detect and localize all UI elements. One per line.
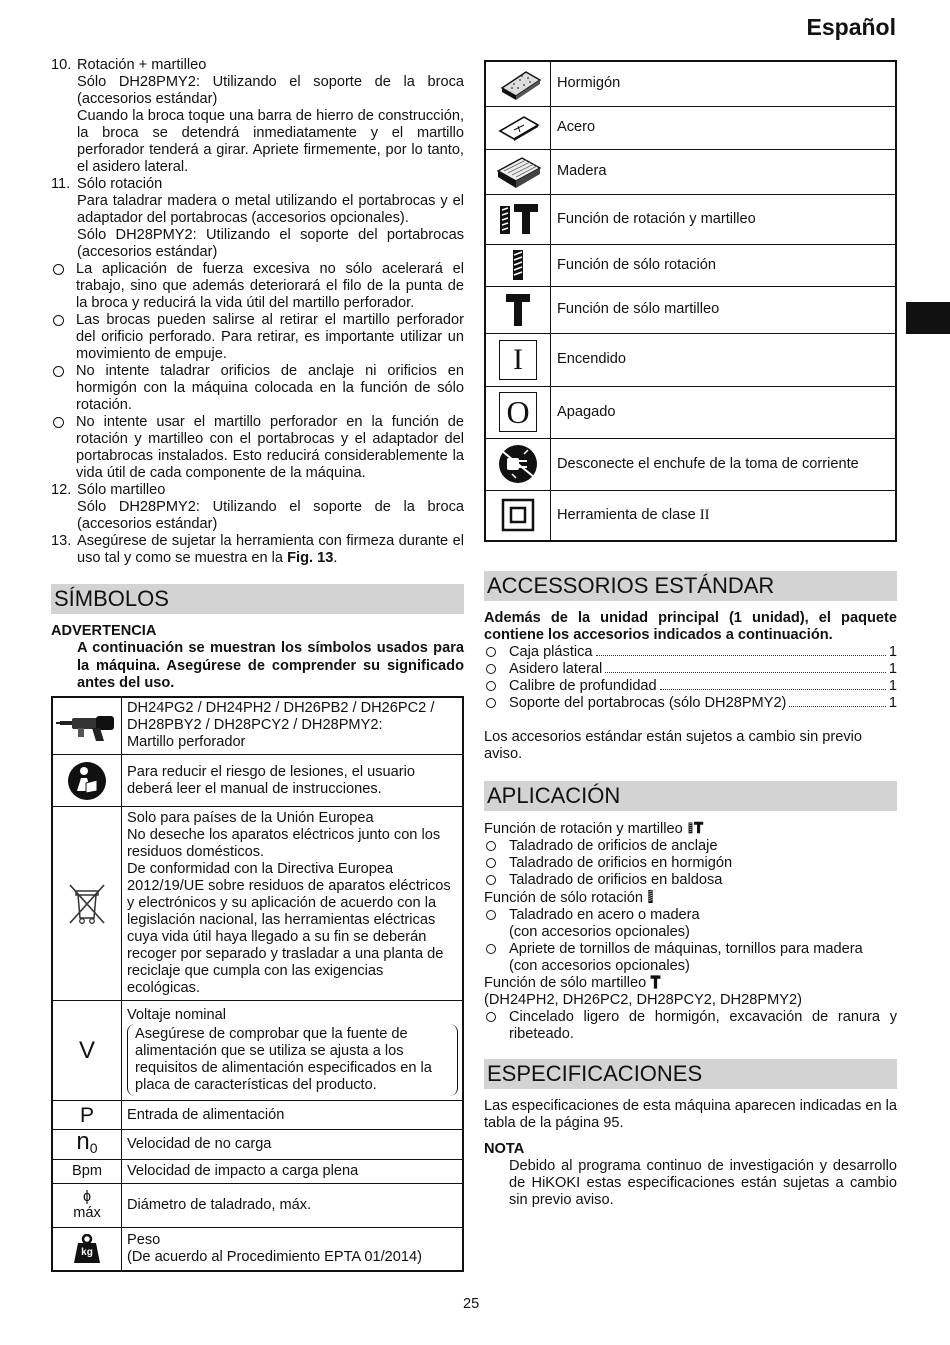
- app-item-text: Cincelado ligero de hormigón, excavación de ranura y ribeteado.: [509, 1009, 897, 1042]
- warning-label: ADVERTENCIA: [51, 623, 157, 639]
- weight-title: Peso: [127, 1231, 161, 1248]
- item-number: 10.: [51, 57, 72, 73]
- right-symbol-table-wrap: [484, 60, 897, 542]
- tool-name: Martillo perforador: [127, 734, 246, 751]
- voltage-symbol: V: [52, 1001, 122, 1101]
- item-text: Sólo DH28PMY2: Utilizando el soporte de la broca (accesorios estándar): [77, 499, 464, 532]
- voltage-note: [127, 1026, 458, 1094]
- power-symbol: P: [52, 1101, 122, 1130]
- phi-subscript: máx: [73, 1205, 101, 1221]
- unplug-icon: [485, 438, 551, 490]
- item-number: 13.: [51, 533, 72, 549]
- item-title: Rotación + martilleo: [77, 57, 207, 73]
- dot-leader: [789, 706, 885, 707]
- symbol-row-impact-rate: [52, 1160, 463, 1184]
- app-item-note: (con accesorios opcionales): [509, 958, 690, 974]
- accessory-label: Soporte del portabrocas (sólo DH28PMY2): [509, 695, 787, 711]
- weight-note: (De acuerdo al Procedimiento EPTA 01/2014): [127, 1248, 423, 1265]
- accessory-item: [484, 644, 897, 661]
- figure-reference: Fig. 13: [287, 550, 334, 566]
- page-number: 25: [463, 1296, 480, 1312]
- app-item-note: (con accesorios opcionales): [509, 924, 690, 940]
- weee-text: No deseche los aparatos eléctricos junto con los residuos domésticos.: [127, 827, 441, 860]
- app-solo-mart: [484, 975, 897, 992]
- table-label: [551, 490, 897, 541]
- concrete-icon: [485, 61, 551, 106]
- application-section: [484, 781, 897, 1043]
- item-number: 12.: [51, 482, 72, 498]
- bullet-item: No intente taladrar orificios de anclaje ni orificios en hormigón con la máquina colocada en la función de sólo rotación.: [51, 363, 464, 414]
- table-label: Apagado: [551, 386, 897, 438]
- item-title: Sólo martilleo: [77, 482, 166, 498]
- switch-on-icon: [485, 333, 551, 386]
- language-label: Español: [806, 14, 896, 40]
- symbols-table: [51, 696, 464, 1272]
- no-load-speed-symbol: [52, 1127, 122, 1160]
- rotation-hammer-icon: [485, 194, 551, 244]
- note-label: NOTA: [484, 1141, 525, 1157]
- symbol-desc: Velocidad de no carga: [122, 1130, 464, 1160]
- app-rot-mart: [484, 820, 897, 838]
- section-heading-simbolos: SÍMBOLOS: [51, 584, 464, 614]
- rotation-only-icon: [485, 244, 551, 286]
- accessory-qty: 1: [888, 695, 897, 711]
- app-item-text: Taladrado en acero o madera: [509, 907, 700, 923]
- left-column: [51, 57, 464, 1272]
- app-item: Taladrado de orificios en hormigón: [484, 855, 897, 872]
- item-number: 11.: [51, 176, 71, 192]
- table-label: Hormigón: [551, 61, 897, 106]
- table-label: Función de sólo martilleo: [551, 286, 897, 333]
- symbol-row-weee: [52, 807, 463, 1001]
- symbol-desc: [122, 1001, 464, 1101]
- accessory-qty: 1: [888, 661, 897, 677]
- row-rotation-only: [485, 244, 896, 286]
- accessory-item: [484, 678, 897, 695]
- accessory-item: [484, 695, 897, 712]
- app-item-text: Apriete de tornillos de máquinas, tornillos para madera: [509, 941, 863, 957]
- app-item: [484, 941, 897, 975]
- app-item: Taladrado de orificios de anclaje: [484, 838, 897, 855]
- accessory-label: Calibre de profundidad: [509, 678, 657, 694]
- item-text: Asegúrese de sujetar la herramienta con firmeza durante el uso tal y como se muestra en la: [77, 533, 464, 566]
- accessory-qty: 1: [888, 678, 897, 694]
- symbol-desc: [122, 697, 464, 755]
- dot-leader: [596, 655, 886, 656]
- bracket-left: [127, 1024, 135, 1096]
- off-symbol: O: [499, 392, 537, 432]
- app-models: (DH24PH2, DH26PC2, DH28PCY2, DH28PMY2): [484, 992, 802, 1008]
- table-label: Desconecte el enchufe de la toma de corriente: [551, 438, 897, 490]
- material-function-table: [484, 60, 897, 542]
- section-tab-marker: [906, 302, 950, 334]
- specs-section: [484, 1059, 897, 1209]
- dot-leader: [660, 689, 886, 690]
- steel-icon: [485, 106, 551, 149]
- specs-text: Las especificaciones de esta máquina aparecen indicadas en la tabla de la página 95.: [484, 1098, 897, 1131]
- weight-kg-icon: [52, 1228, 122, 1271]
- symbol-desc: Entrada de alimentación: [122, 1101, 464, 1130]
- class-ii-roman: II: [699, 506, 710, 523]
- crossed-bin-icon: [52, 807, 122, 1001]
- row-rotation-hammer: [485, 194, 896, 244]
- accessory-label: Asidero lateral: [509, 661, 603, 677]
- list-item-12: [51, 482, 464, 533]
- item-text-end: .: [333, 550, 338, 566]
- bullet-item: La aplicación de fuerza excesiva no sólo acelerará el trabajo, sino que además deteriorará el filo de la punta de la broca y reducirá la vida útil del martillo perforador.: [51, 261, 464, 312]
- symbol-desc: Para reducir el riesgo de lesiones, el usuario deberá leer el manual de instrucciones.: [122, 755, 464, 807]
- symbol-row-power: [52, 1101, 463, 1130]
- on-symbol: I: [499, 340, 537, 380]
- weee-text: De conformidad con la Directiva Europea 2012/19/UE sobre residuos de aparatos eléctricos y electrónicos y su aplicación de acuerdo con la legislación nacional, las herramientas eléctricas cuya vida útil haya llegado a su fin se deberán recoger por separado y trasladar a una planta de reciclaje que cumpla con las exigencias ecológicas.: [127, 861, 451, 996]
- rotation-only-icon: [647, 889, 654, 904]
- row-unplug: [485, 438, 896, 490]
- row-switch-off: [485, 386, 896, 438]
- symbol-desc: Diámetro de taladrado, máx.: [122, 1184, 464, 1228]
- dot-leader: [605, 672, 886, 673]
- item-text: Sólo DH28PMY2: Utilizando el soporte del portabrocas (accesorios estándar): [77, 227, 464, 260]
- accessory-label: Caja plástica: [509, 644, 593, 660]
- section-heading-aplicacion: APLICACIÓN: [484, 781, 897, 811]
- bullet-item: Las brocas pueden salirse al retirar el martillo perforador del orificio perforado. Para retirar, es importante utilizar un movimiento de empuje.: [51, 312, 464, 363]
- symbol-row-rotary-hammer: [52, 697, 463, 755]
- symbol-desc: [122, 807, 464, 1001]
- symbol-row-weight: [52, 1228, 463, 1271]
- row-hammer-only: [485, 286, 896, 333]
- app-label: Función de sólo rotación: [484, 890, 644, 906]
- accessories-intro: Además de la unidad principal (1 unidad), el paquete contiene los accesorios indicados a continuación.: [484, 610, 897, 643]
- accessories-note: Los accesorios estándar están sujetos a cambio sin previo aviso.: [484, 729, 863, 762]
- list-item-10: [51, 57, 464, 176]
- symbol-row-no-load-speed: [52, 1130, 463, 1160]
- symbol-desc: Velocidad de impacto a carga plena: [122, 1160, 464, 1184]
- row-switch-on: [485, 333, 896, 386]
- table-label: Madera: [551, 149, 897, 194]
- read-manual-icon: [52, 755, 122, 807]
- item-title: Sólo rotación: [77, 176, 163, 192]
- hammer-only-icon: [650, 975, 661, 989]
- symbol-desc: [122, 1228, 464, 1271]
- row-wood: [485, 149, 896, 194]
- wood-icon: [485, 149, 551, 194]
- warning-text: A continuación se muestran los símbolos usados para la máquina. Asegúrese de comprender su significado antes del uso.: [77, 640, 464, 691]
- accessories-section: [484, 571, 897, 763]
- section-heading-accesorios: ACCESSORIOS ESTÁNDAR: [484, 571, 897, 601]
- accessory-qty: 1: [888, 644, 897, 660]
- item-text: Para taladrar madera o metal utilizando el portabrocas y el adaptador del portabrocas (accesorios opcionales).: [77, 193, 464, 226]
- rotation-hammer-icon: [687, 820, 704, 835]
- n-subscript: 0: [89, 1139, 98, 1156]
- bpm-symbol: Bpm: [52, 1160, 122, 1184]
- switch-off-icon: [485, 386, 551, 438]
- list-item-11: [51, 176, 464, 261]
- phi-symbol: ɸ: [82, 1189, 92, 1205]
- row-concrete: [485, 61, 896, 106]
- table-label: Encendido: [551, 333, 897, 386]
- note-text: Debido al programa continuo de investigación y desarrollo de HiKOKI estas especificaciones están sujetas a cambio sin previo aviso.: [509, 1158, 897, 1208]
- app-item: [484, 1009, 897, 1043]
- bullet-item: No intente usar el martillo perforador en la función de rotación y martilleo con el portabrocas y el adaptador del portabrocas instalados. Esto reducirá considerablemente la vida útil de cada componente de la máquina.: [51, 414, 464, 482]
- table-label: Función de rotación y martilleo: [551, 194, 897, 244]
- table-label: Función de sólo rotación: [551, 244, 897, 286]
- hammer-only-icon: [485, 286, 551, 333]
- rotary-hammer-icon: [52, 697, 122, 755]
- voltage-title: Voltaje nominal: [127, 1007, 226, 1023]
- kg-label: kg: [81, 1246, 93, 1258]
- model-list: DH24PG2 / DH24PH2 / DH26PB2 / DH26PC2 / DH28PBY2 / DH28PCY2 / DH28PMY2:: [127, 700, 435, 734]
- class-ii-icon: [485, 490, 551, 541]
- item-text: Sólo DH28PMY2: Utilizando el soporte de la broca (accesorios estándar): [77, 74, 464, 107]
- accessory-item: [484, 661, 897, 678]
- item-text: Cuando la broca toque una barra de hierro de construcción, la broca se detendrá inmediatamente y el martillo perforador tenderá a girar. Apriete firmemente, por lo tanto, el asidero lateral.: [77, 108, 464, 175]
- section-heading-especificaciones: ESPECIFICACIONES: [484, 1059, 897, 1089]
- table-label: Acero: [551, 106, 897, 149]
- row-steel: [485, 106, 896, 149]
- diameter-symbol: [52, 1184, 122, 1228]
- bracket-right: [450, 1024, 458, 1096]
- symbol-row-diameter: [52, 1184, 463, 1228]
- app-label: Función de sólo martilleo: [484, 975, 647, 991]
- symbol-row-manual: [52, 755, 463, 807]
- n-symbol: n: [76, 1127, 90, 1155]
- app-solo-rot: [484, 889, 897, 907]
- voltage-note-text: Asegúrese de comprobar que la fuente de alimentación que se utiliza se ajusta a los requisitos de alimentación especificados en la placa de características del producto.: [135, 1026, 432, 1093]
- row-class-ii: [485, 490, 896, 541]
- app-label: Función de rotación y martilleo: [484, 821, 683, 837]
- app-item: Taladrado de orificios en baldosa: [484, 872, 897, 889]
- list-item-13: [51, 533, 464, 567]
- app-item: [484, 907, 897, 941]
- weee-text: Solo para países de la Unión Europea: [127, 810, 374, 826]
- class-ii-text: Herramienta de clase: [557, 506, 696, 523]
- symbol-row-voltage: [52, 1001, 463, 1101]
